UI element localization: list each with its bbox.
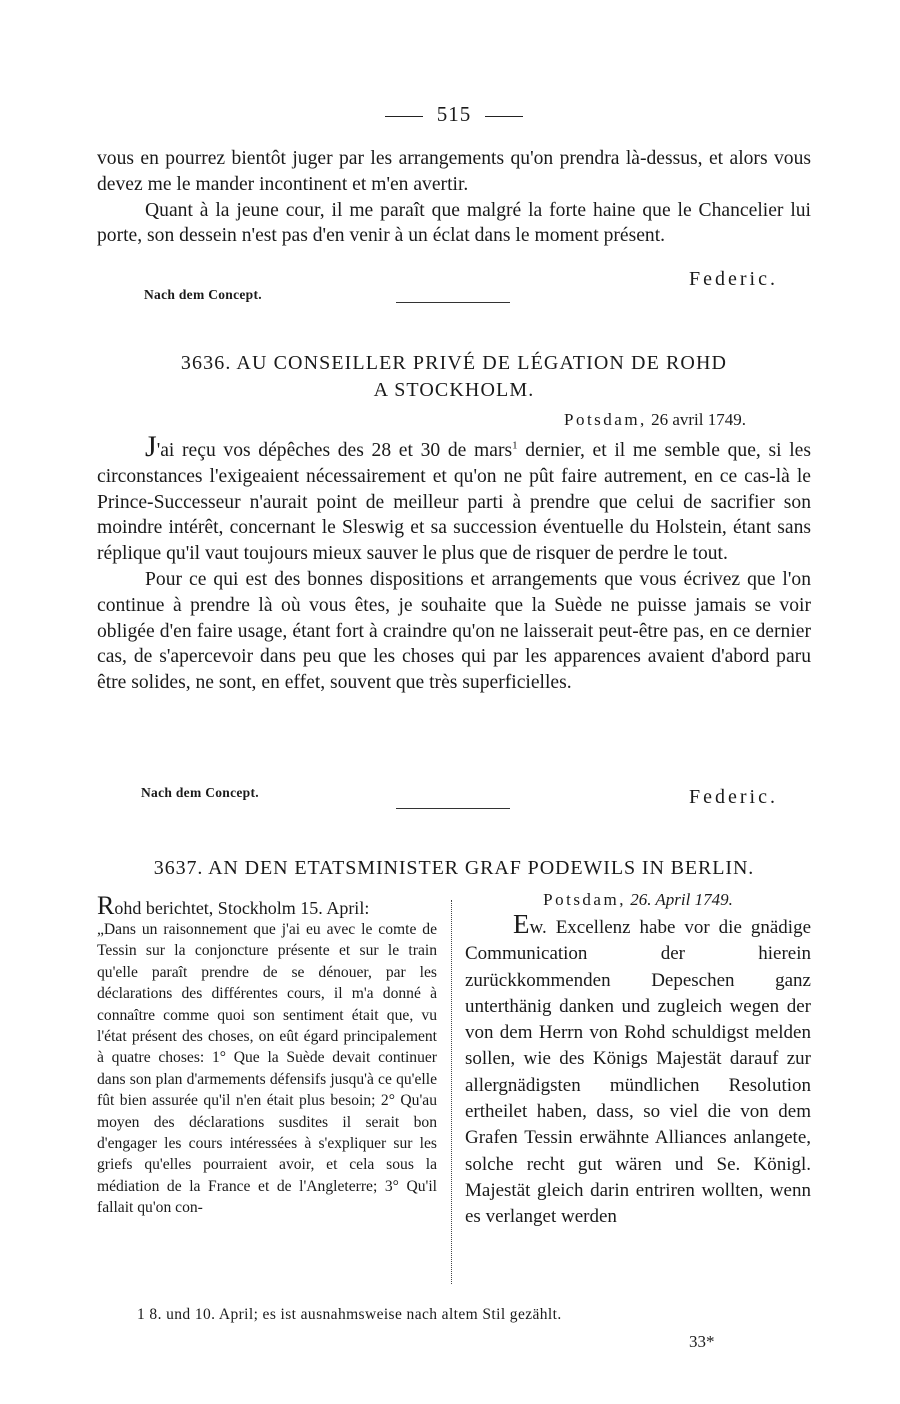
continuation-paragraph-2: Quant à la jeune cour, il me paraît que malgré la forte haine que le Chancelier lui porte, son dessein n'est pas d'en venir à un éclat dans le moment présent. — [97, 199, 811, 247]
book-page — [97, 0, 811, 1404]
doc-3637-right-text — [465, 909, 811, 1231]
doc-3637-right-initial: E — [513, 909, 530, 939]
column-divider — [451, 900, 452, 1284]
section-divider-1 — [396, 302, 510, 303]
continuation-text — [97, 146, 811, 249]
doc-3636-signature: Federic. — [689, 786, 778, 808]
doc-3636-heading-line-1: 3636. AU CONSEILLER PRIVÉ DE LÉGATION DE ROHD — [180, 352, 728, 374]
signature-mark: 33* — [689, 1332, 715, 1351]
running-head-dash-right — [485, 116, 523, 117]
section-divider-2 — [396, 808, 510, 809]
doc-3636-date-place: Potsdam, — [564, 410, 647, 429]
continuation-signature: Federic. — [689, 268, 778, 290]
doc-3636-heading-line-2: A STOCKHOLM. — [373, 379, 535, 401]
doc-3636-initial: J — [145, 430, 157, 463]
page-number: 515 — [436, 102, 472, 126]
doc-3637-right-text-body: w. Excellenz habe vor die gnädige Communication der hierein zurückkommenden Depeschen ganz unterthänig danken und zugleich wegen der von dem Herrn von Rohd schuldigst melden sollen, wie des Königs Majestät darauf zur allergnädigsten mündlichen Resolution ertheilet haben, dass, so viel die von dem Grafen Tessin erwähnte Alliances anlangete, solche recht gut wären und Se. Königl. Majestät gleich darin entriren wollten, wenn es verlanget werden — [465, 917, 811, 1228]
doc-3637-right-column — [465, 890, 811, 1231]
running-head-dash-left — [385, 116, 423, 117]
footnote-marker: 1 — [512, 439, 518, 452]
doc-3636-dateline — [564, 410, 746, 430]
doc-3636-heading — [97, 350, 811, 404]
doc-3637-left-lead — [97, 891, 437, 920]
doc-3637-left-column — [97, 891, 437, 1219]
doc-3636-source-note: Nach dem Concept. — [141, 785, 259, 800]
running-head — [97, 102, 811, 127]
footnote: 1 8. und 10. April; es ist ausnahmsweise nach altem Stil gezählt. — [137, 1306, 562, 1323]
doc-3637-date-place: Potsdam, — [543, 890, 626, 909]
doc-3636-paragraph-1-rest: dernier, et il me semble que, si les circonstances l'exigeaient nécessairement et qu'on ne pût faire autrement, en ce cas-là le Prince-Successeur n'aurait point de meilleur parti à prendre que celui de sacrifier son moindre intérêt, concernant le Sleswig et sa succession éventuelle du Holstein, étant sans réplique qu'il vaut toujours mieux sauver le plus que de risquer de perdre le tout. — [97, 440, 811, 565]
doc-3636-paragraph-1-start: 'ai reçu vos dépêches des 28 et 30 de mars — [156, 440, 513, 461]
doc-3637-left-text: „Dans un raisonnement que j'ai eu avec le comte de Tessin sur la conjoncture présente et sur le train qu'elle paraît prendre de se dénouer, par les déclarations des différentes cours, il m'a donné à connaître comme quoi son sentiment était que, vu l'état présent des choses, on eût égard principalement à quatre choses: 1° Que la Suède devait continuer dans son plan d'armements défensifs jusqu'à ce qu'elle fût bien assurée qu'il n'en était plus besoin; 2° Qu'au moyen des déclarations susdites il serait bon d'engager les cours intéressées à s'expliquer sur les griefs qu'elles pourraient avoir, et cela sous la médiation de la France et de l'Angleterre; 3° Qu'il fallait qu'on con- — [97, 921, 437, 1217]
doc-3637-heading: 3637. AN DEN ETATSMINISTER GRAF PODEWILS IN BERLIN. — [153, 857, 755, 879]
doc-3637-left-lead-text: ohd berichtet, Stockholm 15. April: — [114, 898, 370, 918]
doc-3636-date: 26 avril 1749. — [651, 410, 746, 429]
continuation-source-note: Nach dem Concept. — [144, 287, 262, 302]
doc-3637-date: 26. April 1749. — [630, 890, 733, 909]
continuation-paragraph-1: vous en pourrez bientôt juger par les arrangements qu'on prendra là-dessus, et alors vous devez me le mander incontinent et m'en avertir. — [97, 148, 811, 195]
doc-3636-body — [97, 430, 811, 696]
doc-3637-dateline — [465, 890, 811, 910]
doc-3636-paragraph-2: Pour ce qui est des bonnes dispositions et arrangements que vous écrivez que l'on continue à prendre là où vous êtes, je souhaite que la Suède ne puisse jamais se voir obligée d'en faire usage, étant fort à craindre qu'on ne laisserait peut-être pas, en ce dernier cas, de s'apercevoir dans peu que les choses qui par les apparences avaient d'abord paru être solides, ne sont, en effet, souvent que très superficielles. — [97, 568, 811, 694]
doc-3636-paragraph-1 — [97, 430, 811, 567]
doc-3637-left-initial: R — [97, 891, 115, 920]
